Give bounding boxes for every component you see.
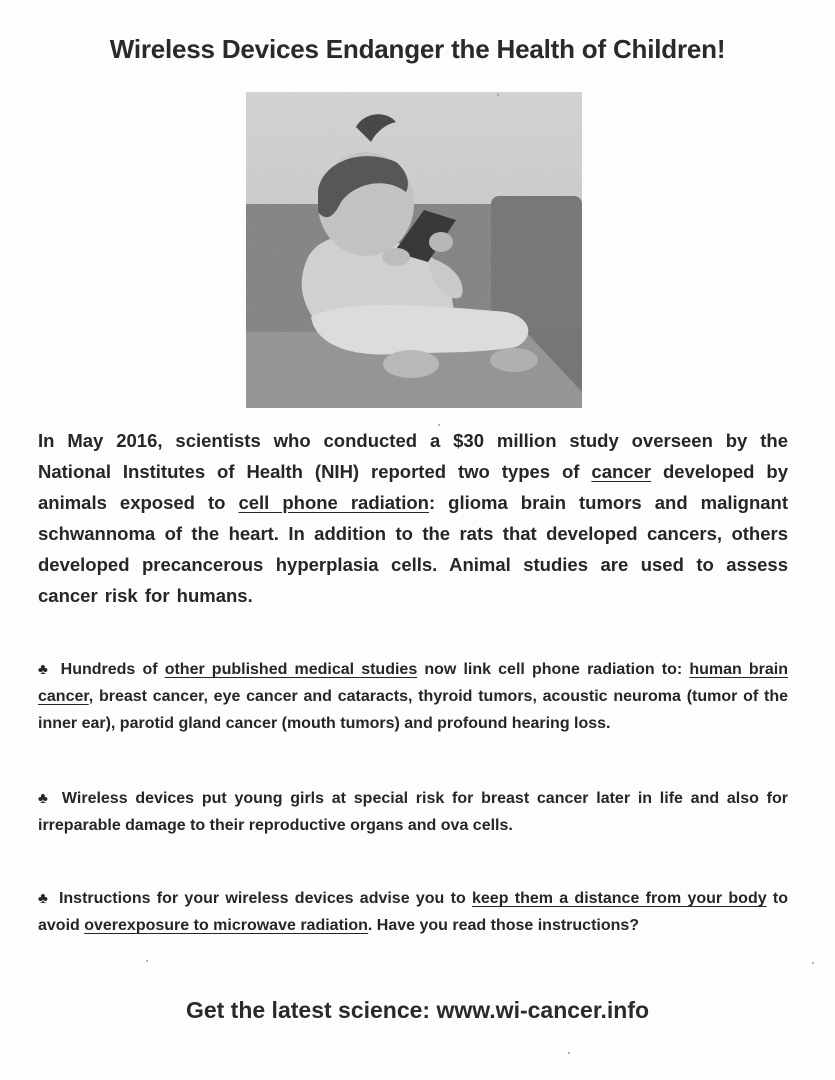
bullet-1-text-1: Hundreds of — [53, 661, 165, 678]
bullet-3-text-2: to avoid — [38, 890, 789, 934]
intro-text-1: In May 2016, scientists who conducted a $30 million study overseen by the National Institutes of Health (NIH) reported two types of — [38, 430, 788, 482]
scan-speck — [568, 1052, 570, 1054]
bullet-3-text-1: Instructions for your wireless devices advise you to — [52, 890, 472, 907]
scan-speck — [146, 960, 148, 962]
cancer-link: cancer — [591, 461, 652, 482]
bullet-young-girls — [38, 785, 788, 839]
bullet-3-text-3: . Have you read those instructions? — [367, 917, 640, 934]
club-icon: ♣ — [38, 790, 52, 807]
intro-text-3: : glioma brain tumors and malignant schwannoma of the heart. In addition to the rats that developed cancers, others developed precancerous hyperplasia cells. Animal studies are used to assess cancer risk for humans. — [38, 492, 789, 606]
human-brain-cancer-link: human brain cancer — [38, 661, 789, 705]
bullet-1-text-3: , breast cancer, eye cancer and cataracts, thyroid tumors, acoustic neuroma (tumor of the inner ear), parotid gland cancer (mouth tumors) and profound hearing loss. — [38, 688, 788, 732]
club-icon: ♣ — [38, 661, 51, 678]
keep-distance-link: keep them a distance from your body — [472, 890, 767, 907]
intro-text-2: developed by animals exposed to — [38, 461, 789, 513]
bullet-1-text-2: now link cell phone radiation to: — [417, 661, 690, 678]
intro-paragraph — [38, 425, 788, 611]
overexposure-link: overexposure to microwave radiation — [84, 917, 368, 934]
footer-website: Get the latest science: www.wi-cancer.info — [185, 997, 650, 1023]
photo-child-with-phone-icon — [246, 92, 582, 408]
bullet-2-text: Wireless devices put young girls at special risk for breast cancer later in life and also for irreparable damage to their reproductive organs and ova cells. — [38, 790, 789, 834]
scan-speck — [812, 962, 814, 964]
page-title: Wireless Devices Endanger the Health of Children! — [109, 34, 726, 64]
bullet-studies — [38, 656, 788, 737]
child-with-phone-photo — [246, 92, 582, 408]
other-studies-link: other published medical studies — [164, 661, 418, 678]
scan-speck — [438, 424, 440, 426]
scan-speck — [497, 94, 499, 96]
cell-phone-radiation-link: cell phone radiation — [238, 492, 429, 513]
bullet-instructions — [38, 885, 788, 939]
club-icon: ♣ — [38, 890, 50, 907]
